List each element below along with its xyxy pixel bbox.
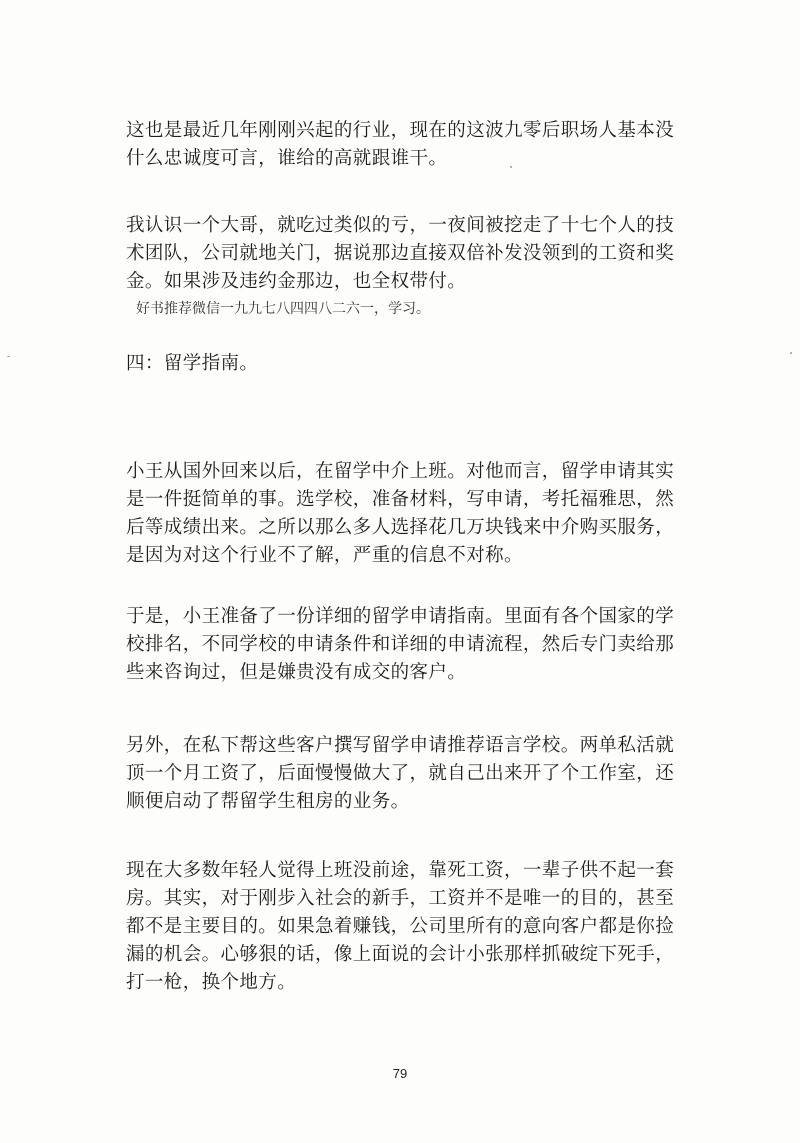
text-line: 这也是最近几年刚刚兴起的行业，现在的这波九零后职场人基本没 <box>126 120 675 141</box>
scan-speck <box>790 352 792 354</box>
text-line: 漏的机会。心够狠的话，像上面说的会计小张那样抓破绽下死手， <box>126 944 675 965</box>
text-line: 打一枪，换个地方。 <box>126 972 297 993</box>
paragraph-4 <box>126 603 696 687</box>
paragraph-1 <box>126 117 696 173</box>
text-line: 房。其实，对于刚步入社会的新手，工资并不是唯一的目的，甚至 <box>126 888 675 909</box>
text-line: 都不是主要目的。如果急着赚钱，公司里所有的意向客户都是你捡 <box>126 916 675 937</box>
text-line: 小王从国外回来以后，在留学中介上班。对他而言，留学申请其实 <box>126 461 675 482</box>
page-number: 79 <box>392 1066 408 1081</box>
text-line: 于是，小王准备了一份详细的留学申请指南。里面有各个国家的学 <box>126 606 675 627</box>
text-line: 另外，在私下帮这些客户撰写留学申请推荐语言学校。两单私活就 <box>126 735 675 756</box>
text-line: 现在大多数年轻人觉得上班没前途，靠死工资，一辈子供不起一套 <box>126 860 675 881</box>
text-line: 是一件挺简单的事。选学校，准备材料，写申请，考托福雅思，然 <box>126 489 675 510</box>
paragraph-3 <box>126 458 696 570</box>
text-line: 金。如果涉及违约金那边，也全权带付。 <box>126 271 467 292</box>
scan-speck <box>510 166 512 168</box>
text-line: 校排名，不同学校的申请条件和详细的申请流程，然后专门卖给那 <box>126 634 675 655</box>
text-line: 后等成绩出来。之所以那么多人选择花几万块钱来中介购买服务， <box>126 517 675 538</box>
text-line: 顶一个月工资了，后面慢慢做大了，就自己出来开了个工作室，还 <box>126 763 675 784</box>
text-line: 顺便启动了帮留学生租房的业务。 <box>126 791 410 812</box>
ad-line: 好书推荐微信一九九七八四四八二六一，学习。 <box>136 301 430 317</box>
paragraph-6 <box>126 857 696 997</box>
text-line: 是因为对这个行业不了解，严重的信息不对称。 <box>126 545 523 566</box>
text-line: 我认识一个大哥，就吃过类似的亏，一夜间被挖走了十七个人的技 <box>126 215 675 236</box>
paragraph-5 <box>126 732 696 816</box>
text-line: 术团队，公司就地关门，据说那边直接双倍补发没领到的工资和奖 <box>126 243 675 264</box>
text-line: 些来咨询过，但是嫌贵没有成交的客户。 <box>126 662 467 683</box>
paragraph-2 <box>126 212 696 296</box>
section-heading: 四：留学指南。 <box>126 353 259 374</box>
text-line: 什么忠诚度可言，谁给的高就跟谁干。 <box>126 148 448 169</box>
scan-speck <box>7 356 10 357</box>
